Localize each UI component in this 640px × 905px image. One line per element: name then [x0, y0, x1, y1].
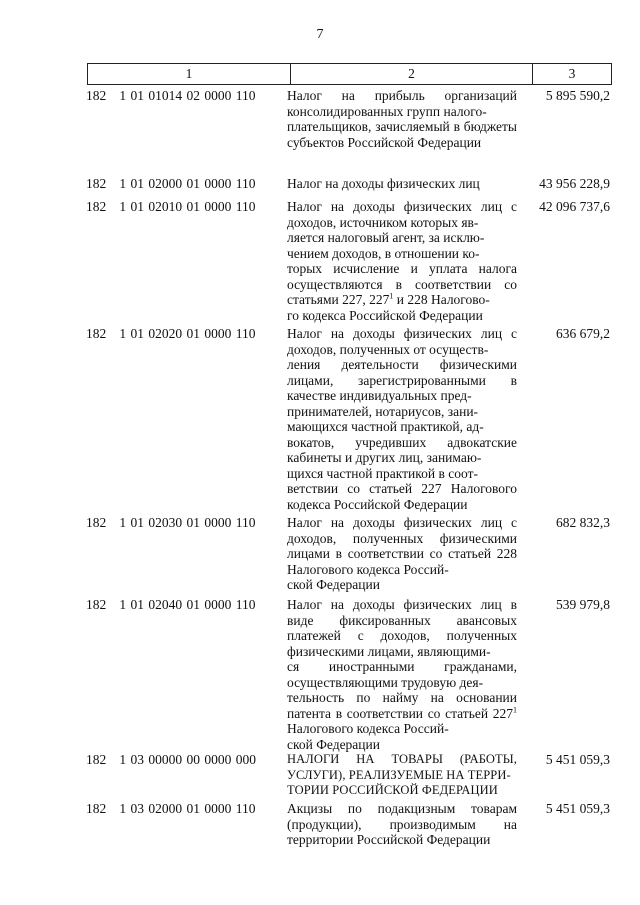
classification-code: 182 1 03 00000 00 0000 000: [86, 752, 256, 767]
revenue-amount: 5 451 059,3: [545, 801, 610, 816]
revenue-name: Налог на прибыль организаций консолидированных групп налого- плательщиков, зачисляемый в бюджеты субъектов Российской Федерации: [287, 88, 517, 150]
revenue-name: НАЛОГИ НА ТОВАРЫ (РАБОТЫ, УСЛУГИ), РЕАЛИЗУЕМЫЕ НА ТЕРРИ- ТОРИИ РОССИЙСКОЙ ФЕДЕРАЦИИ: [287, 752, 517, 797]
revenue-name: Налог на доходы физических лиц с доходов, полученных от осуществ- ления деятельности физическими лицами, зарегистрированными в качестве индивидуальных пред- принимателей, нотариусов, зани- мающихся частной практикой, ад- вокатов, учредивших адвокатские кабинеты и других лиц, занимаю- щихся частной практикой в соот- ветствии со статьей 227 Налогового кодекса Российской Федерации: [287, 326, 517, 512]
table-body: [0, 88, 640, 861]
classification-code: 182 1 01 02030 01 0000 110: [86, 515, 256, 530]
classification-code: 182 1 01 02000 01 0000 110: [86, 176, 256, 191]
header-col-2: 2: [291, 64, 533, 85]
table-row: [0, 801, 640, 861]
table-row: [0, 176, 640, 199]
header-col-3: 3: [533, 64, 612, 85]
header-col-1: 1: [88, 64, 291, 85]
classification-code: 182 1 03 02000 01 0000 110: [86, 801, 256, 816]
page-number: 7: [316, 27, 324, 42]
table-row: [0, 752, 640, 801]
revenue-amount: 5 451 059,3: [545, 752, 610, 767]
classification-code: 182 1 01 02010 01 0000 110: [86, 199, 256, 214]
revenue-amount: 5 895 590,2: [545, 88, 610, 103]
classification-code: 182 1 01 01014 02 0000 110: [86, 88, 256, 103]
revenue-amount: 636 679,2: [556, 326, 610, 341]
revenue-name: Налог на доходы физических лиц: [287, 176, 480, 191]
revenue-amount: 539 979,8: [556, 597, 610, 612]
table-row: [0, 199, 640, 326]
table-row: [0, 597, 640, 752]
revenue-amount: 682 832,3: [556, 515, 610, 530]
revenue-name: Налог на доходы физических лиц с доходов, полученных физическими лицами в соответствии со статьей 228 Налогового кодекса Россий- ской Федерации: [287, 515, 517, 592]
revenue-amount: 43 956 228,9: [539, 176, 610, 191]
table-row: [0, 88, 640, 176]
revenue-name: Налог на доходы физических лиц с доходов, источником которых яв- ляется налоговый агент, за исклю- чением доходов, в отношении ко- торых исчисление и уплата налога осуществляются в соответствии со статьями 227, $227^1$ и 228 Налогово- го кодекса Российской Федерации: [287, 199, 517, 323]
table-row: [0, 515, 640, 597]
revenue-amount: 42 096 737,6: [539, 199, 610, 214]
table-row: [0, 326, 640, 515]
revenue-name: Налог на доходы физических лиц в виде фиксированных авансовых платежей с доходов, полученных физическими лицами, являющими- ся иностранными гражданами, осуществляющими трудовую дея- тельность по найму на основании патента в соответствии со статьей $227^1$ Налогового кодекса Россий- ской Федерации: [287, 597, 517, 752]
classification-code: 182 1 01 02020 01 0000 110: [86, 326, 256, 341]
classification-code: 182 1 01 02040 01 0000 110: [86, 597, 256, 612]
revenue-name: Акцизы по подакцизным товарам (продукции), производимым на территории Российской Федерации: [287, 801, 517, 847]
table-header: [87, 63, 612, 85]
